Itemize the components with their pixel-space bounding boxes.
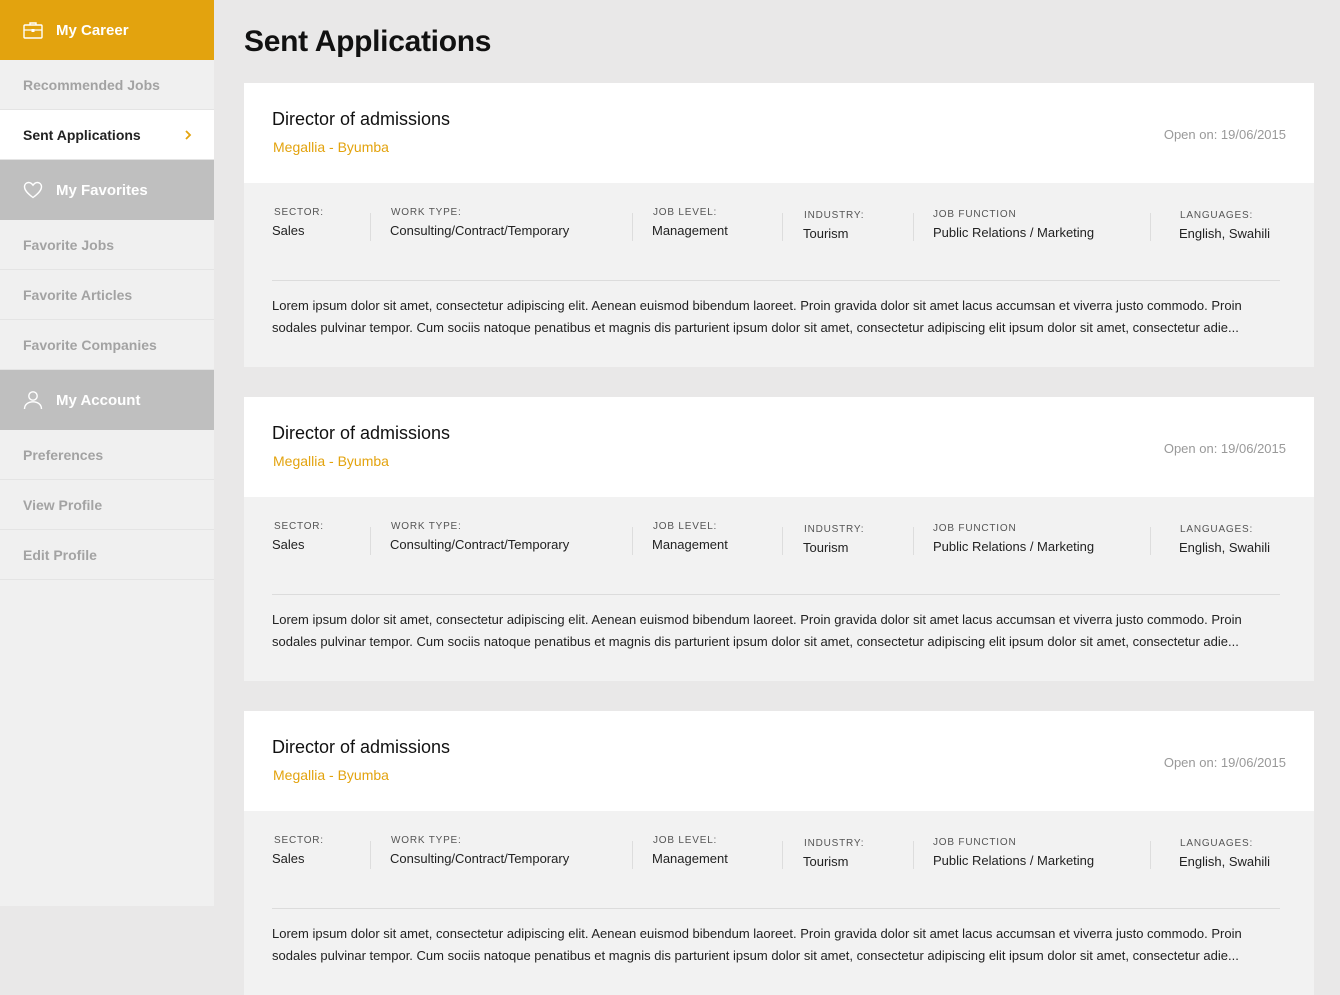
meta-divider xyxy=(370,841,371,869)
meta-value: Tourism xyxy=(803,540,849,555)
meta-languages xyxy=(1180,838,1270,878)
job-description xyxy=(272,923,1280,967)
meta-label: JOB LEVEL: xyxy=(653,521,718,532)
meta-sector xyxy=(274,521,324,561)
job-meta xyxy=(272,521,1280,561)
meta-label: SECTOR: xyxy=(274,207,324,218)
sidebar-section-label: My Account xyxy=(56,391,141,409)
card-header xyxy=(244,711,1314,811)
meta-label: WORK TYPE: xyxy=(391,207,462,218)
company-link[interactable]: Megallia - Byumba xyxy=(273,767,389,783)
meta-label: LANGUAGES: xyxy=(1180,838,1254,849)
meta-divider xyxy=(782,841,783,869)
meta-value: Consulting/Contract/Temporary xyxy=(390,537,570,552)
divider xyxy=(272,594,1280,595)
job-meta xyxy=(272,835,1280,875)
meta-divider xyxy=(913,213,914,241)
open-date: Open on: 19/06/2015 xyxy=(1163,441,1286,456)
meta-label: JOB LEVEL: xyxy=(653,207,718,218)
meta-value: English, Swahili xyxy=(1179,226,1271,241)
meta-sector xyxy=(274,207,324,247)
company-link[interactable]: Megallia - Byumba xyxy=(273,453,389,469)
meta-label: JOB FUNCTION xyxy=(933,209,1017,220)
meta-value: Consulting/Contract/Temporary xyxy=(390,851,570,866)
meta-value: Tourism xyxy=(803,854,849,869)
meta-divider xyxy=(782,213,783,241)
sidebar-item-label: Favorite Articles xyxy=(23,286,133,303)
sidebar-item-favorite-articles[interactable] xyxy=(0,270,214,320)
meta-value: Tourism xyxy=(803,226,849,241)
company-link[interactable]: Megallia - Byumba xyxy=(273,139,389,155)
description-line: Lorem ipsum dolor sit amet, consectetur adipiscing elit. Aenean euismod bibendum laoreet. Proin gravida dolor sit amet lacus accumsan et viverra justo commodo. Proin xyxy=(272,298,1242,313)
sidebar-item-favorite-jobs[interactable] xyxy=(0,220,214,270)
meta-divider xyxy=(632,213,633,241)
meta-industry xyxy=(804,524,864,564)
meta-label: LANGUAGES: xyxy=(1180,524,1254,535)
sidebar-item-label: Preferences xyxy=(23,446,104,463)
meta-label: WORK TYPE: xyxy=(391,521,462,532)
meta-job-function xyxy=(933,209,1094,249)
sidebar-item-view-profile[interactable] xyxy=(0,480,214,530)
meta-job-function xyxy=(933,837,1094,877)
sidebar-section-label: My Favorites xyxy=(56,181,148,199)
meta-value: Management xyxy=(652,223,728,238)
meta-value: Sales xyxy=(272,851,305,866)
meta-value: Sales xyxy=(272,223,305,238)
sidebar-item-label: Favorite Companies xyxy=(23,336,157,353)
description-line: sodales pulvinar tempor. Cum sociis natoque penatibus et magnis dis parturient ipsum dolor sit amet, consectetur adipiscing elit ipsum dolor sit amet, consectetur adie... xyxy=(272,634,1239,649)
meta-value: Management xyxy=(652,851,728,866)
meta-divider xyxy=(632,527,633,555)
description-line: Lorem ipsum dolor sit amet, consectetur adipiscing elit. Aenean euismod bibendum laoreet. Proin gravida dolor sit amet lacus accumsan et viverra justo commodo. Proin xyxy=(272,926,1242,941)
meta-sector xyxy=(274,835,324,875)
job-title[interactable]: Director of admissions xyxy=(272,737,451,757)
sidebar-item-label: View Profile xyxy=(23,496,103,513)
application-card xyxy=(244,397,1314,681)
heart-icon xyxy=(22,179,44,201)
briefcase-icon xyxy=(22,19,44,41)
meta-divider xyxy=(913,841,914,869)
job-title[interactable]: Director of admissions xyxy=(272,109,451,129)
meta-label: JOB LEVEL: xyxy=(653,835,718,846)
meta-job-level xyxy=(653,521,728,561)
meta-divider xyxy=(1150,527,1151,555)
job-title[interactable]: Director of admissions xyxy=(272,423,451,443)
meta-job-level xyxy=(653,207,728,247)
sidebar-item-favorite-companies[interactable] xyxy=(0,320,214,370)
job-meta xyxy=(272,207,1280,247)
open-date: Open on: 19/06/2015 xyxy=(1163,127,1286,142)
sidebar-item-recommended-jobs[interactable] xyxy=(0,60,214,110)
sidebar-item-label: Recommended Jobs xyxy=(23,76,160,93)
meta-label: SECTOR: xyxy=(274,835,324,846)
meta-value: Public Relations / Marketing xyxy=(933,539,1095,554)
meta-job-function xyxy=(933,523,1094,563)
user-icon xyxy=(22,389,44,411)
main-content xyxy=(244,0,1314,60)
meta-value: Public Relations / Marketing xyxy=(933,225,1095,240)
card-header xyxy=(244,83,1314,183)
card-details xyxy=(244,183,1314,367)
meta-divider xyxy=(1150,213,1151,241)
meta-label: INDUSTRY: xyxy=(804,524,865,535)
meta-value: Management xyxy=(652,537,728,552)
job-description xyxy=(272,609,1280,653)
sidebar-item-label: Edit Profile xyxy=(23,546,97,563)
description-line: Lorem ipsum dolor sit amet, consectetur adipiscing elit. Aenean euismod bibendum laoreet. Proin gravida dolor sit amet lacus accumsan et viverra justo commodo. Proin xyxy=(272,612,1242,627)
card-header xyxy=(244,397,1314,497)
meta-job-level xyxy=(653,835,728,875)
meta-label: JOB FUNCTION xyxy=(933,837,1017,848)
sidebar-item-preferences[interactable] xyxy=(0,430,214,480)
job-description xyxy=(272,295,1280,339)
card-details xyxy=(244,497,1314,681)
application-card xyxy=(244,83,1314,367)
sidebar-section-label: My Career xyxy=(56,21,129,39)
description-line: sodales pulvinar tempor. Cum sociis natoque penatibus et magnis dis parturient ipsum dolor sit amet, consectetur adipiscing elit ipsum dolor sit amet, consectetur adie... xyxy=(272,948,1239,963)
application-card xyxy=(244,711,1314,995)
sidebar xyxy=(0,0,214,906)
meta-label: JOB FUNCTION xyxy=(933,523,1017,534)
meta-label: INDUSTRY: xyxy=(804,210,865,221)
sidebar-item-label: Favorite Jobs xyxy=(23,236,115,253)
chevron-right-icon xyxy=(182,128,194,142)
meta-divider xyxy=(1150,841,1151,869)
sidebar-section-my-favorites[interactable] xyxy=(0,160,214,220)
card-details xyxy=(244,811,1314,995)
meta-divider xyxy=(370,213,371,241)
meta-languages xyxy=(1180,524,1270,564)
meta-industry xyxy=(804,210,864,250)
meta-divider xyxy=(632,841,633,869)
meta-value: Public Relations / Marketing xyxy=(933,853,1095,868)
meta-divider xyxy=(913,527,914,555)
meta-label: LANGUAGES: xyxy=(1180,210,1254,221)
meta-divider xyxy=(782,527,783,555)
meta-value: English, Swahili xyxy=(1179,540,1271,555)
sidebar-item-label: Sent Applications xyxy=(23,126,141,143)
meta-languages xyxy=(1180,210,1270,250)
sidebar-section-my-account[interactable] xyxy=(0,370,214,430)
meta-work-type xyxy=(391,207,569,247)
divider xyxy=(272,280,1280,281)
meta-label: INDUSTRY: xyxy=(804,838,865,849)
meta-work-type xyxy=(391,835,569,875)
meta-work-type xyxy=(391,521,569,561)
meta-label: WORK TYPE: xyxy=(391,835,462,846)
meta-label: SECTOR: xyxy=(274,521,324,532)
sidebar-section-my-career[interactable] xyxy=(0,0,214,60)
sidebar-item-edit-profile[interactable] xyxy=(0,530,214,580)
open-date: Open on: 19/06/2015 xyxy=(1163,755,1286,770)
meta-value: Consulting/Contract/Temporary xyxy=(390,223,570,238)
description-line: sodales pulvinar tempor. Cum sociis natoque penatibus et magnis dis parturient ipsum dolor sit amet, consectetur adipiscing elit ipsum dolor sit amet, consectetur adie... xyxy=(272,320,1239,335)
meta-value: English, Swahili xyxy=(1179,854,1271,869)
page-title: Sent Applications xyxy=(244,25,492,58)
meta-divider xyxy=(370,527,371,555)
sidebar-item-sent-applications[interactable] xyxy=(0,110,214,160)
meta-industry xyxy=(804,838,864,878)
meta-value: Sales xyxy=(272,537,305,552)
divider xyxy=(272,908,1280,909)
